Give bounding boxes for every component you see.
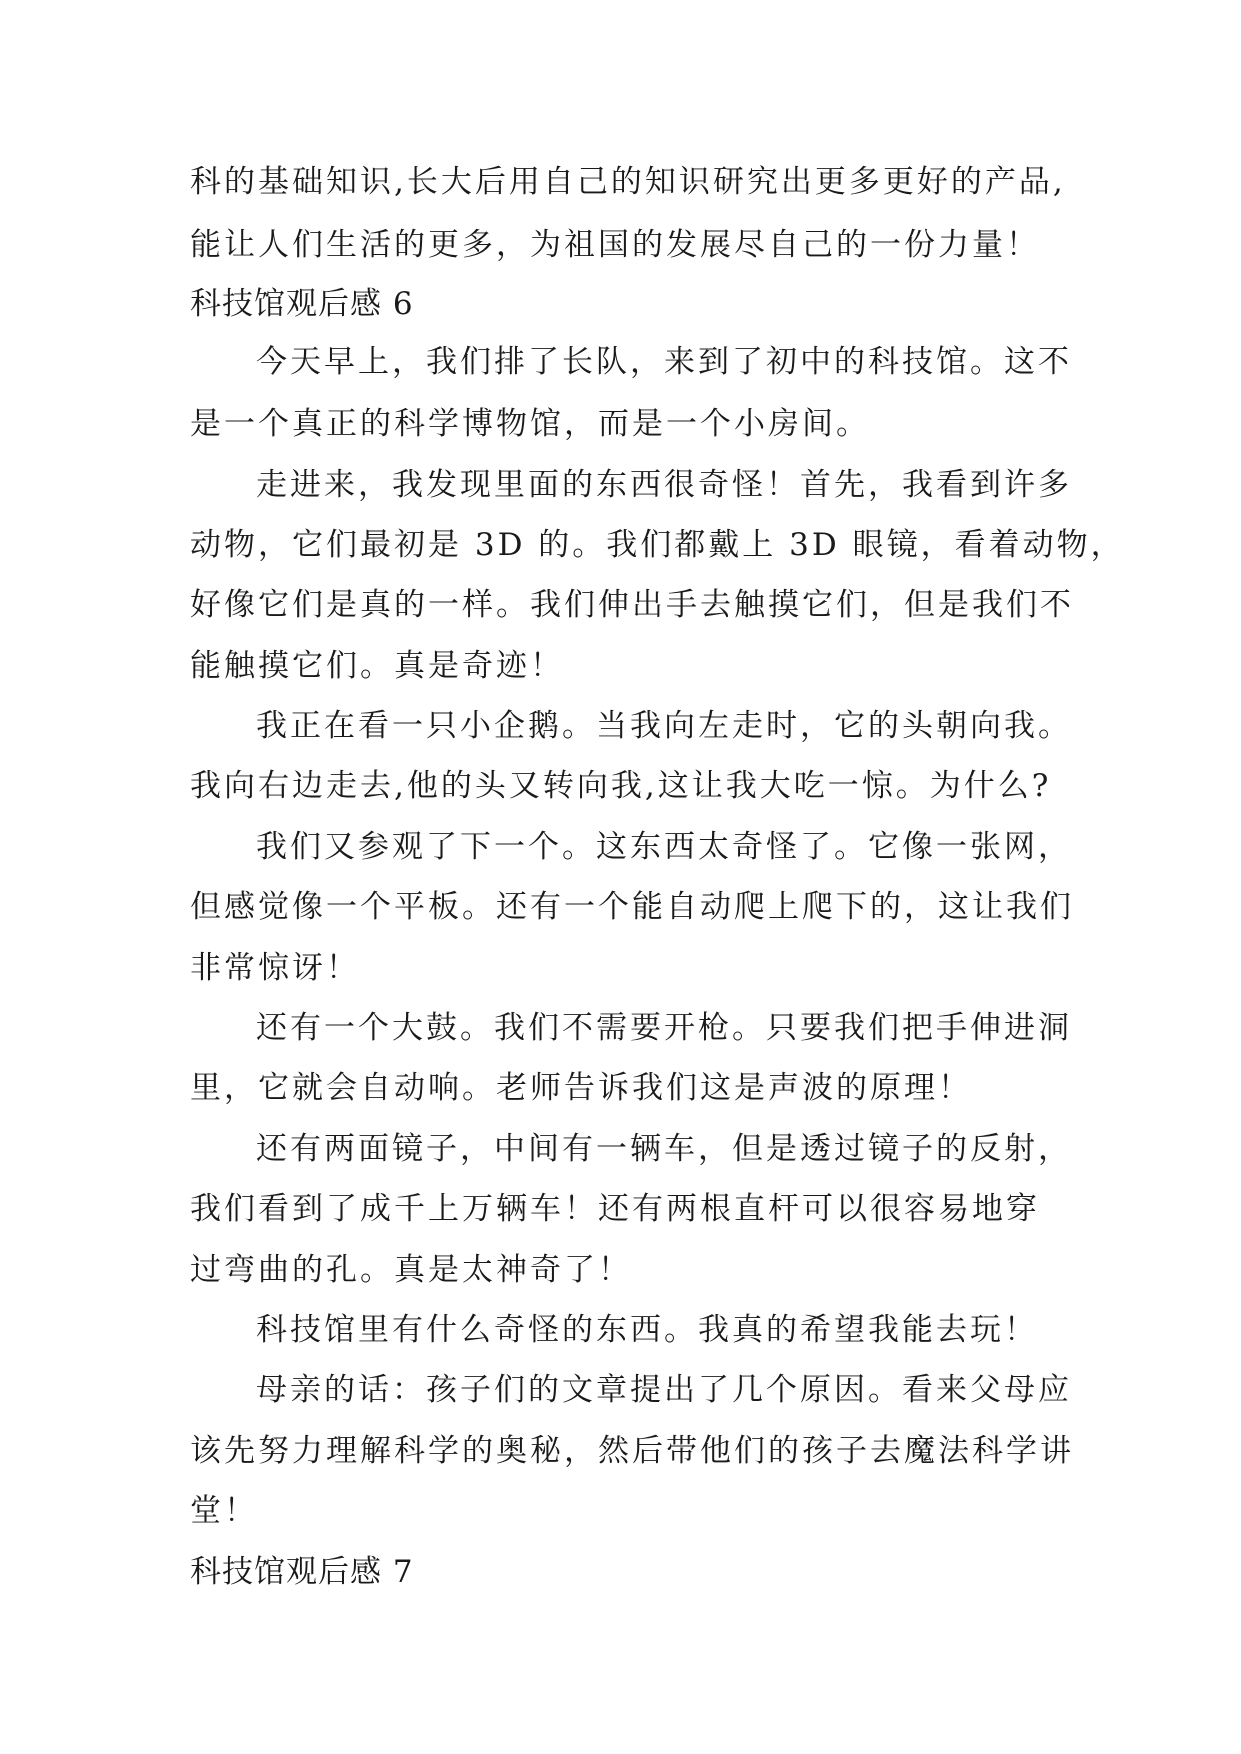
section-heading-6: 科技馆观后感 6 [190, 286, 414, 322]
body-text-line: 科的基础知识,长大后用自己的知识研究出更多更好的产品, [190, 164, 1066, 200]
body-text-line: 是一个真正的科学博物馆，而是一个小房间。 [190, 406, 870, 442]
body-text-line: 堂！ [190, 1493, 258, 1529]
body-text-line: 能触摸它们。真是奇迹！ [190, 648, 564, 684]
paragraph-first-line: 还有一个大鼓。我们不需要开枪。只要我们把手伸进洞 [256, 1010, 1072, 1046]
paragraph-first-line: 还有两面镜子，中间有一辆车，但是透过镜子的反射， [256, 1131, 1072, 1167]
paragraph-first-line: 母亲的话：孩子们的文章提出了几个原因。看来父母应 [256, 1372, 1072, 1408]
body-text-line: 能让人们生活的更多，为祖国的发展尽自己的一份力量！ [190, 227, 1040, 263]
paragraph-first-line: 走进来，我发现里面的东西很奇怪！首先，我看到许多 [256, 467, 1072, 503]
body-text-line: 里，它就会自动响。老师告诉我们这是声波的原理！ [190, 1070, 972, 1106]
body-text-line: 我向右边走去,他的头又转向我,这让我大吃一惊。为什么? [190, 768, 1052, 804]
body-text-line: 好像它们是真的一样。我们伸出手去触摸它们，但是我们不 [190, 587, 1074, 623]
paragraph-first-line: 我们又参观了下一个。这东西太奇怪了。它像一张网， [256, 829, 1072, 865]
body-text-line: 但感觉像一个平板。还有一个能自动爬上爬下的，这让我们 [190, 889, 1074, 925]
body-text-line: 过弯曲的孔。真是太神奇了！ [190, 1252, 632, 1288]
paragraph-first-line: 科技馆里有什么奇怪的东西。我真的希望我能去玩！ [256, 1312, 1038, 1348]
section-heading-7: 科技馆观后感 7 [190, 1554, 414, 1590]
body-text-line: 该先努力理解科学的奥秘，然后带他们的孩子去魔法科学讲 [190, 1433, 1074, 1469]
paragraph-first-line: 今天早上，我们排了长队，来到了初中的科技馆。这不 [256, 344, 1072, 380]
body-text-line: 非常惊讶！ [190, 950, 360, 986]
body-text-line: 动物，它们最初是 3D 的。我们都戴上 3D 眼镜，看着动物， [190, 527, 1125, 563]
paragraph-first-line: 我正在看一只小企鹅。当我向左走时，它的头朝向我。 [256, 708, 1072, 744]
body-text-line: 我们看到了成千上万辆车！还有两根直杆可以很容易地穿 [190, 1191, 1040, 1227]
